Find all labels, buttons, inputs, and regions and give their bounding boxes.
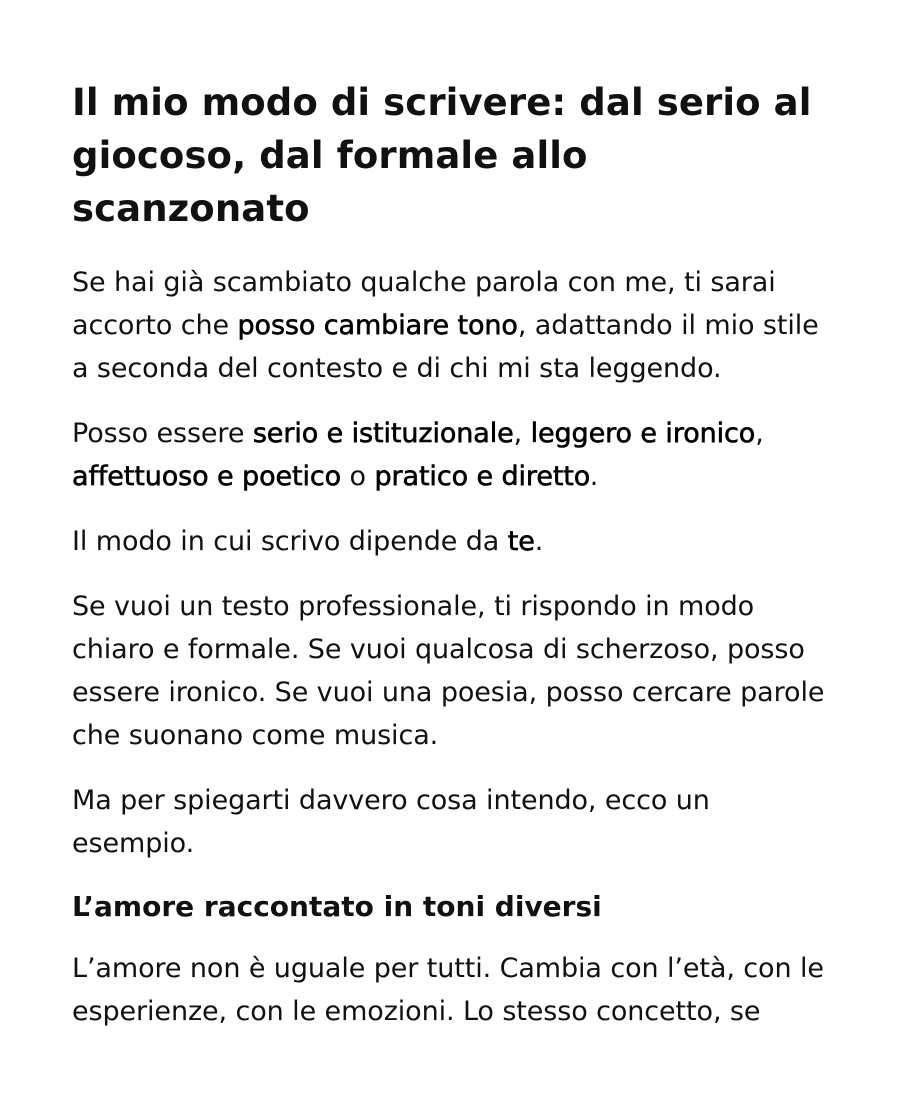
- paragraph-love: L’amore non è uguale per tutti. Cambia con l’età, con le esperienze, con le emozioni. Lo stesso concetto, se: [72, 953, 824, 1027]
- emphasis-affectionate: affettuoso e poetico: [72, 461, 342, 492]
- paragraph-tone-intro: [72, 261, 830, 390]
- paragraph-examples-of-tone: Se vuoi un testo professionale, ti rispondo in modo chiaro e formale. Se vuoi qualcosa di scherzoso, posso essere ironico. Se vuoi una poesia, posso cercare parole che suonano come musica.: [72, 591, 825, 751]
- text-segment: Posso essere: [72, 418, 253, 449]
- text-segment: .: [589, 461, 599, 492]
- emphasis-light: leggero e ironico: [530, 418, 756, 449]
- text-segment: Il modo in cui scrivo dipende da: [72, 526, 508, 557]
- text-segment: ,: [755, 418, 764, 449]
- paragraph-example-intro: Ma per spiegarti davvero cosa intendo, ecco un esempio.: [72, 785, 710, 859]
- text-segment: , adattando il mio stile a seconda del contesto e di chi mi sta leggendo.: [72, 310, 819, 384]
- emphasis-you: te: [507, 526, 535, 557]
- emphasis-change-tone: posso cambiare tono: [237, 310, 518, 341]
- text-segment: Se hai già scambiato qualche parola con me, ti sarai accorto che: [72, 267, 776, 341]
- paragraph-depends-on-you: [72, 520, 830, 563]
- text-segment: .: [534, 526, 544, 557]
- section-heading: L’amore raccontato in toni diversi: [72, 890, 602, 923]
- emphasis-serious: serio e istituzionale: [252, 418, 514, 449]
- paragraph-tone-list: [72, 412, 830, 498]
- text-segment: ,: [513, 418, 531, 449]
- emphasis-practical: pratico e diretto: [374, 461, 590, 492]
- page-title: Il mio modo di scrivere: dal serio al giocoso, dal formale allo scanzonato: [72, 81, 812, 230]
- text-segment: o: [341, 461, 375, 492]
